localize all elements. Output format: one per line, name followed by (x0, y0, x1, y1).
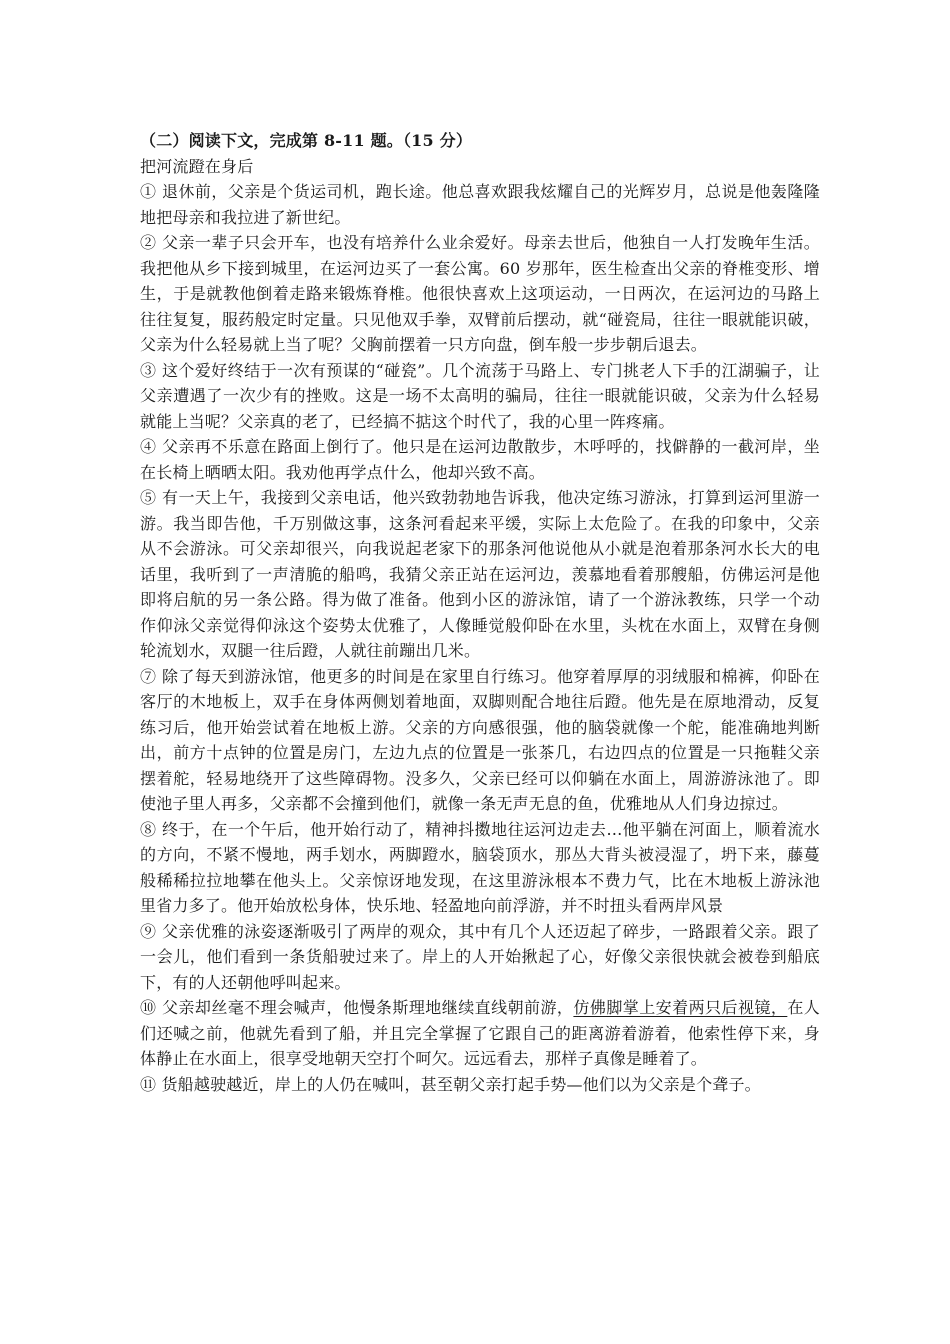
paragraph-10-after: 在人们还喊之前，他就先看到了船，并且完全掌握了它跟自己的距离游着游着，他索性停下来，身体静止在水面上，很享受地朝天空打个呵欠。远远看去，那样子真像是睡着了。 (140, 998, 820, 1068)
paragraph-2: ② 父亲一辈子只会开车，也没有培养什么业余爱好。母亲去世后，他独自一人打发晚年生活。我把他从乡下接到城里，在运河边买了一套公寓。60 岁那年，医生检查出父亲的脊椎变形、增生，于是就教他倒着走路来锻炼脊椎。他很快喜欢上这项运动，一日两次，在运河边的马路上往往复复，服药般定时定量。只见他双手拳，双臂前后摆动，就“碰瓷局，往往一眼就能识破，父亲为什么轻易就上当了呢？父胸前摆着一只方向盘，倒车般一步步朝后退去。 (140, 233, 820, 354)
paragraph-10-before: ⑩ 父亲却丝毫不理会喊声，他慢条斯理地继续直线朝前游， (140, 998, 574, 1017)
paragraph-1: ① 退休前，父亲是个货运司机，跑长途。他总喜欢跟我炫耀自己的光辉岁月，总说是他轰隆隆地把母亲和我拉进了新世纪。 (140, 182, 820, 227)
paragraph-7: ⑦ 除了每天到游泳馆，他更多的时间是在家里自行练习。他穿着厚厚的羽绒服和棉裤，仰卧在客厅的木地板上，双手在身体两侧划着地面，双脚则配合地往后蹬。他先是在原地滑动，反复练习后，他开始尝试着在地板上游。父亲的方向感很强，他的脑袋就像一个舵，能准确地判断出，前方十点钟的位置是房门，左边九点的位置是一张茶几，右边四点的位置是一只拖鞋父亲摆着舵，轻易地绕开了这些障碍物。没多久，父亲已经可以仰躺在水面上，周游游泳池了。即使池子里人再多，父亲都不会撞到他们，就像一条无声无息的鱼，优雅地从人们身边掠过。 (140, 666, 820, 813)
paragraph-3: ③ 这个爱好终结于一次有预谋的“碰瓷”。几个流荡于马路上、专门挑老人下手的江湖骗子，让父亲遭遇了一次少有的挫败。这是一场不太高明的骗局，往往一眼就能识破，父亲为什么轻易就能上当呢？父亲真的老了，已经搞不掂这个时代了，我的心里一阵疼痛。 (140, 360, 820, 431)
section-heading: （二）阅读下文，完成第 8-11 题。（15 分） (140, 131, 473, 150)
paragraph-5: ⑤ 有一天上午，我接到父亲电话，他兴致勃勃地告诉我，他决定练习游泳，打算到运河里游一游。我当即告他，千万别做这事，这条河看起来平缓，实际上太危险了。在我的印象中，父亲从不会游泳。可父亲却很兴，向我说起老家下的那条河他说他从小就是泡着那条河水长大的电话里，我听到了一声清脆的船鸣，我猜父亲正站在运河边，羡慕地看着那艘船，仿佛运河是他即将启航的另一条公路。得为做了准备。他到小区的游泳馆，请了一个游泳教练，只学一个动作仰泳父亲觉得仰泳这个姿势太优雅了，人像睡觉般仰卧在水里，头枕在水面上，双臂在身侧轮流划水，双腿一往后蹬，人就往前蹦出几米。 (140, 488, 820, 660)
paragraph-11: ⑪ 货船越驶越近，岸上的人仍在喊叫，甚至朝父亲打起手势—他们以为父亲是个聋子。 (140, 1074, 761, 1094)
document-page (140, 128, 820, 1097)
paragraph-10 (140, 995, 820, 1072)
paragraph-4: ④ 父亲再不乐意在路面上倒行了。他只是在运河边散散步，木呼呼的，找僻静的一截河岸，坐在长椅上晒晒太阳。我劝他再学点什么，他却兴致不高。 (140, 437, 820, 482)
underlined-phrase: 仿佛脚掌上安着两只后视镜， (573, 998, 788, 1017)
paragraph-9: ⑨ 父亲优雅的泳姿逐渐吸引了两岸的观众，其中有几个人还迈起了碎步，一路跟着父亲。跟了一会儿，他们看到一条货船驶过来了。岸上的人开始揪起了心，好像父亲很快就会被卷到船底下，有的人还朝他呼叫起来。 (140, 921, 820, 992)
paragraph-8: ⑧ 终于，在一个午后，他开始行动了，精神抖擞地往运河边走去…他平躺在河面上，顺着流水的方向，不紧不慢地，两手划水，两脚蹬水，脑袋顶水，那丛大背头被浸湿了，坍下来，藤蔓般稀稀拉拉地攀在他头上。父亲惊讶地发现，在这里游泳根本不费力气，比在木地板上游泳池里省力多了。他开始放松身体，快乐地、轻盈地向前浮游，并不时扭头看两岸风景 (140, 819, 820, 915)
article-title: 把河流蹬在身后 (140, 156, 254, 176)
